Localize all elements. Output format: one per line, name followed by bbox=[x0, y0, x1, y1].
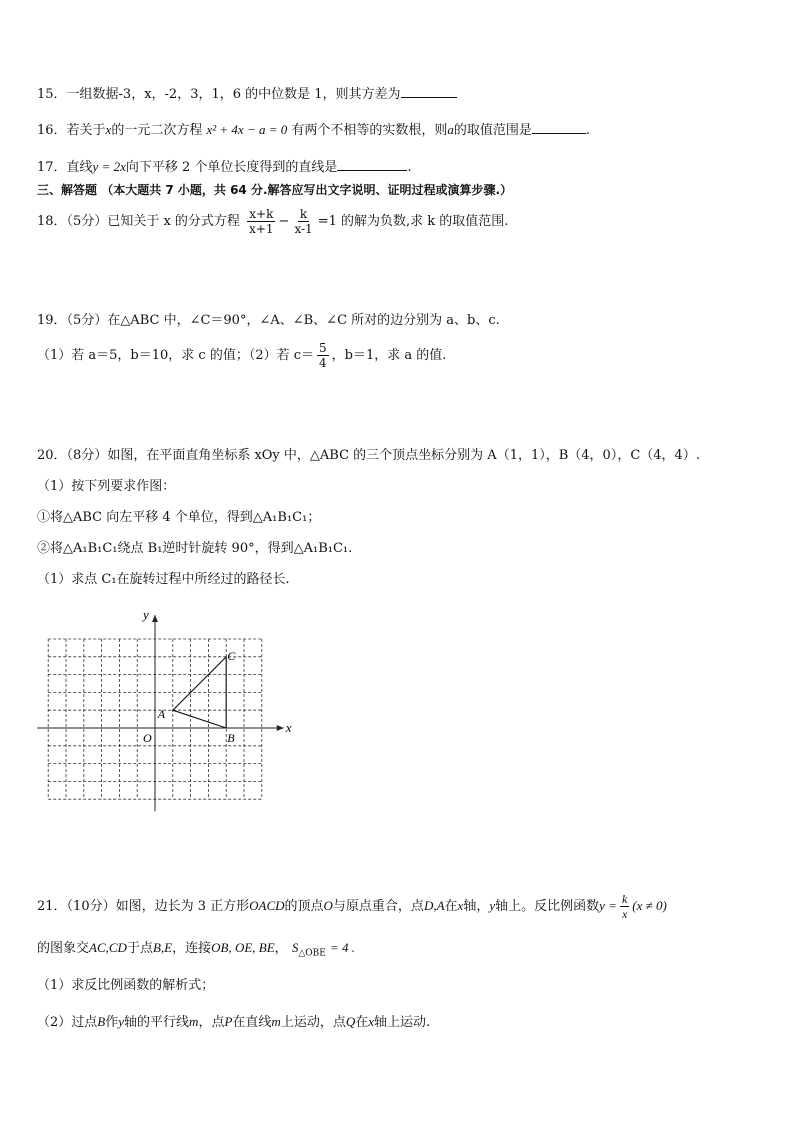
minus-sign: − bbox=[278, 214, 290, 229]
q16-end: 的取值范围是 bbox=[453, 123, 532, 138]
point-a-label: A bbox=[157, 707, 166, 722]
section-note: （本大题共 7 小题，共 64 分.解答应写出文字说明、证明过程或演算步骤.） bbox=[101, 183, 513, 197]
q16-post: 有两个不相等的实数根，则 bbox=[291, 123, 448, 138]
q18-post: =1 的解为负数,求 k 的取值范围. bbox=[317, 214, 509, 229]
q21-text: 在直线 bbox=[232, 1015, 272, 1030]
q21-text: 轴上。反比例函数 bbox=[495, 899, 600, 914]
answer-blank bbox=[401, 83, 457, 98]
y-axis-arrow bbox=[152, 615, 158, 622]
question-20-line4: ②将△A₁B₁C₁绕点 B₁逆时针旋转 90°，得到△A₁B₁C₁. bbox=[37, 541, 353, 556]
question-21-line1 bbox=[37, 886, 667, 927]
point-b: B bbox=[97, 1014, 106, 1029]
var-x: x bbox=[105, 122, 112, 137]
answer-blank bbox=[532, 119, 586, 134]
y-axis-label: y bbox=[143, 607, 149, 622]
q21-text: 于点 bbox=[126, 941, 153, 956]
q19-line2-post: ，b＝1，求 a 的值. bbox=[331, 348, 447, 363]
coordinate-grid-figure bbox=[37, 602, 297, 820]
x-axis-label: x bbox=[285, 720, 292, 735]
question-17: 17．直线y = 2x向下平移 2 个单位长度得到的直线是 . bbox=[37, 156, 412, 177]
question-19-line2 bbox=[37, 338, 446, 374]
area-value: = 4 . bbox=[329, 940, 355, 955]
question-20-line5: （1）求点 C₁在旋转过程中所经过的路径长. bbox=[37, 572, 290, 587]
var-a: a bbox=[447, 122, 454, 137]
q17-pre: 17．直线 bbox=[37, 160, 93, 175]
var-y: y bbox=[489, 898, 496, 913]
point-b-label: B bbox=[227, 731, 235, 745]
answer-blank bbox=[337, 156, 407, 171]
q15-text: 15．一组数据-3，x，-2，3，1，6 的中位数是 1，则其方差为 bbox=[37, 87, 401, 102]
q21-text: 在 bbox=[444, 899, 458, 914]
var-m: m bbox=[271, 1014, 281, 1029]
q18-pre: 18．（5分）已知关于 x 的分式方程 bbox=[37, 214, 240, 229]
square-name: OACD bbox=[249, 898, 285, 913]
func-condition: (x ≠ 0) bbox=[632, 898, 667, 913]
q21-text: 上运动，点 bbox=[280, 1015, 346, 1030]
q21-text: 与原点重合，点 bbox=[332, 899, 424, 914]
q16-mid: 的一元二次方程 bbox=[111, 123, 203, 138]
question-21-line2 bbox=[37, 939, 355, 963]
question-18 bbox=[37, 204, 508, 240]
q21-text: 轴上运动. bbox=[374, 1015, 431, 1030]
area-subscript: △OBE bbox=[298, 948, 326, 959]
q17-equation: y = 2x bbox=[92, 159, 126, 174]
q16-equation: x² + 4x − a = 0 bbox=[206, 122, 288, 137]
q21-text: 在 bbox=[355, 1015, 369, 1030]
section-heading bbox=[37, 181, 512, 199]
question-20-line3: ①将△ABC 向左平移 4 个单位，得到△A₁B₁C₁； bbox=[37, 510, 321, 525]
q21-text: （2）过点 bbox=[37, 1015, 98, 1030]
func-lhs: y = bbox=[599, 898, 617, 913]
x-axis-arrow bbox=[277, 725, 284, 731]
q21-text: 的图象交 bbox=[37, 941, 90, 956]
origin-label: O bbox=[143, 731, 152, 745]
point-o: O bbox=[323, 898, 333, 913]
var-x: x bbox=[457, 898, 464, 913]
var-x: x bbox=[368, 1014, 375, 1029]
points-be: B,E bbox=[152, 940, 173, 955]
question-21-line3: （1）求反比例函数的解析式； bbox=[37, 978, 215, 993]
var-m: m bbox=[189, 1014, 199, 1029]
segments-ob-oe-be: OB, OE, BE bbox=[211, 940, 275, 955]
fraction-2: $\frac{k}{x-1}$ bbox=[294, 207, 313, 236]
question-20-line2: （1）按下列要求作图： bbox=[37, 479, 176, 494]
var-y: y bbox=[118, 1014, 125, 1029]
question-21-line4 bbox=[37, 1013, 430, 1032]
fraction-c: $\frac{5}{4}$ bbox=[319, 341, 327, 370]
q21-text: 轴的平行线 bbox=[124, 1015, 190, 1030]
func-fraction: $\frac{k}{x}$ bbox=[621, 892, 628, 921]
q21-text: ，点 bbox=[198, 1015, 225, 1030]
section-title: 三、解答题 bbox=[37, 183, 98, 197]
q21-text: 轴， bbox=[463, 899, 490, 914]
question-19-line1: 19．（5分）在△ABC 中，∠C＝90°，∠A、∠B、∠C 所对的边分别为 a、b、c. bbox=[37, 313, 500, 328]
q21-text: 作 bbox=[105, 1015, 119, 1030]
q21-text: 的顶点 bbox=[284, 899, 324, 914]
point-c-label: C bbox=[227, 648, 236, 663]
point-p: P bbox=[224, 1014, 233, 1029]
q16-pre: 16．若关于 bbox=[37, 123, 106, 138]
q19-line2-pre: （1）若 a＝5，b＝10，求 c 的值；（2）若 c＝ bbox=[37, 348, 315, 363]
area-symbol: S bbox=[291, 940, 299, 955]
q21-text: 21．（10分）如图，边长为 3 正方形 bbox=[37, 899, 250, 914]
question-15 bbox=[37, 83, 457, 104]
segments-ac-cd: AC,CD bbox=[89, 940, 127, 955]
q21-text: ， bbox=[274, 941, 288, 956]
question-20-line1: 20．（8分）如图，在平面直角坐标系 xOy 中，△ABC 的三个顶点坐标分别为 A（1，1），B（4，0），C（4，4）. bbox=[37, 448, 700, 463]
q17-post: 向下平移 2 个单位长度得到的直线是 bbox=[125, 160, 338, 175]
q21-text: ，连接 bbox=[172, 941, 212, 956]
point-q: Q bbox=[345, 1014, 356, 1029]
fraction-1: $\frac{x+k}{x+1}$ bbox=[249, 207, 274, 236]
points-da: D,A bbox=[423, 898, 445, 913]
question-16: 16．若关于x的一元二次方程 x² + 4x − a = 0 有两个不相等的实数根，则a的取值范围是 . bbox=[37, 119, 590, 140]
